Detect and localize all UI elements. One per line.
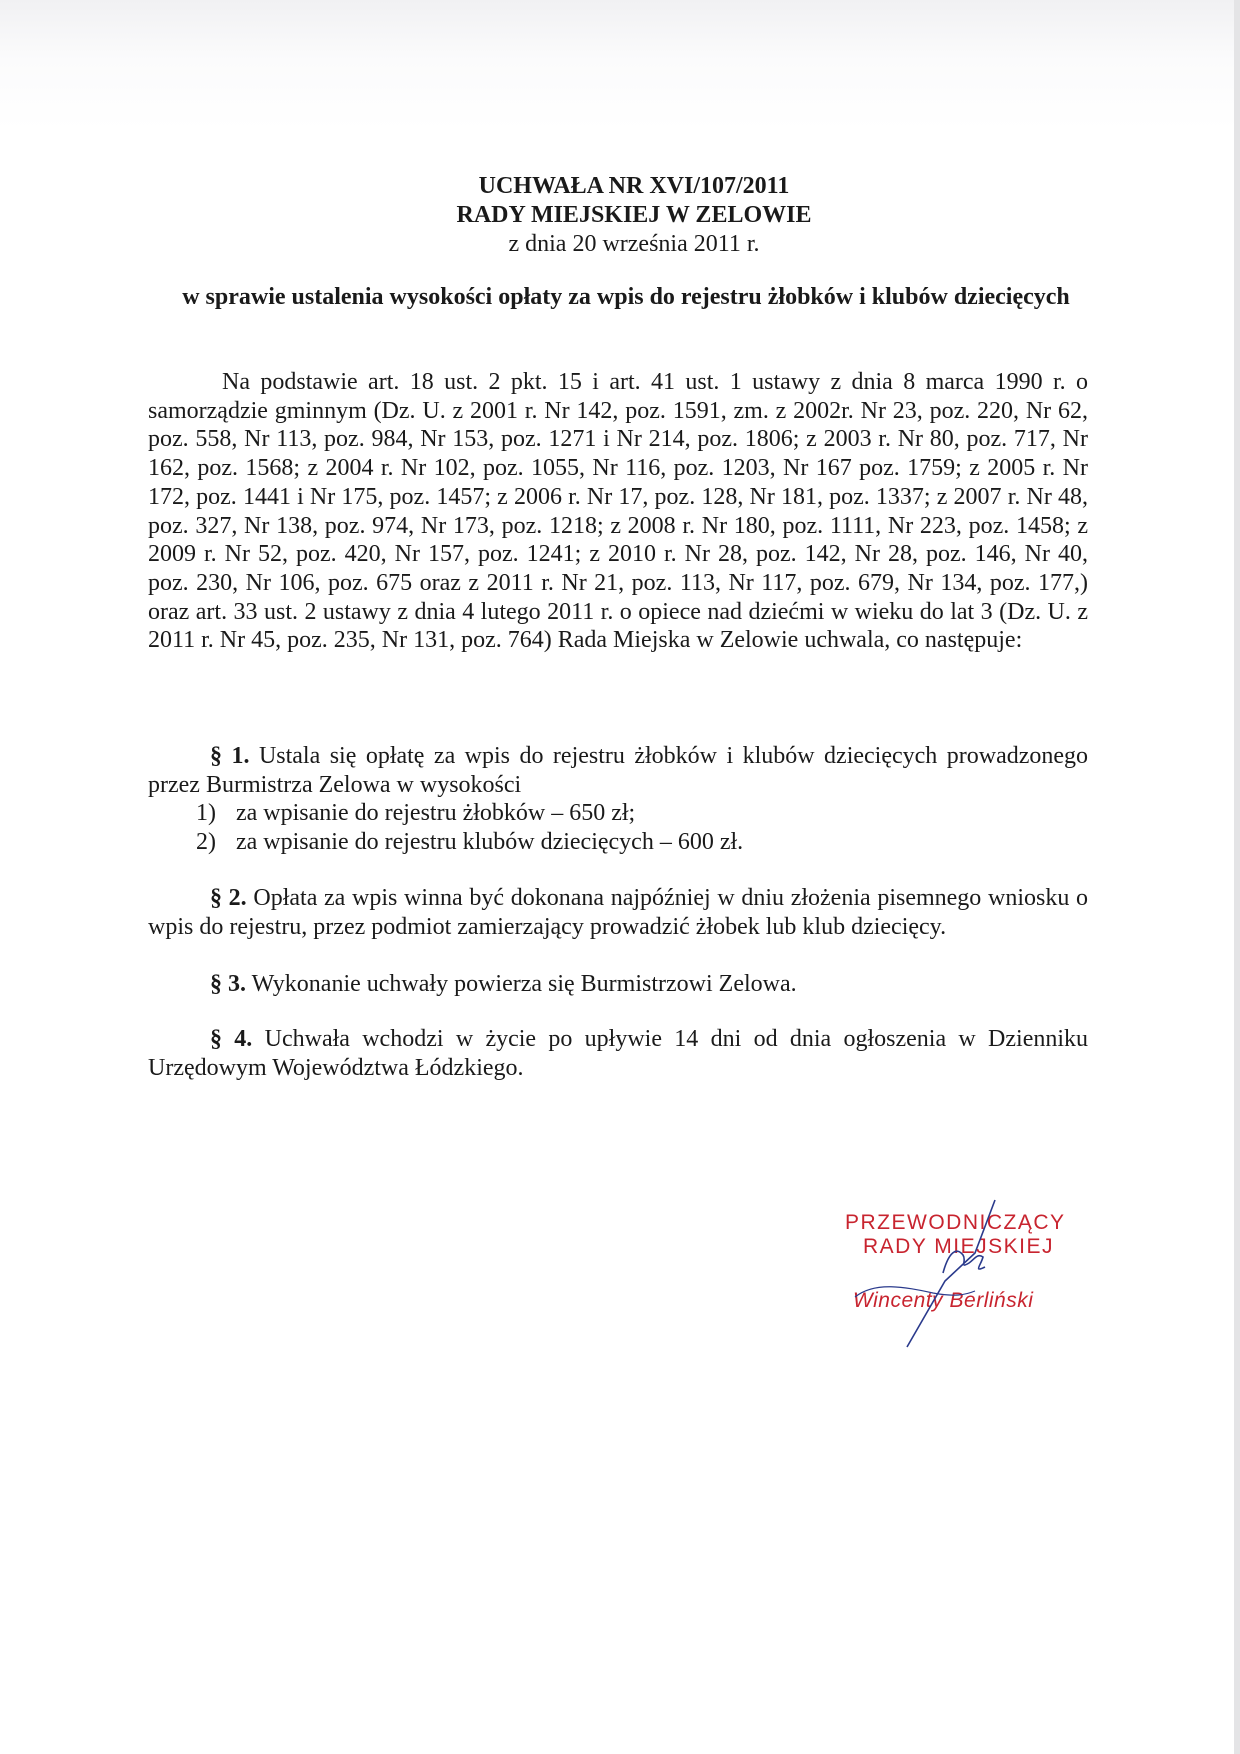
section-4-text: Uchwała wchodzi w życie po upływie 14 dni od dnia ogłoszenia w Dzienniku Urzędowym Województwa Łódzkiego. <box>148 1026 1089 1081</box>
list-item-number: 2) <box>196 828 216 855</box>
fee-list <box>196 799 743 856</box>
section-3-text: Wykonanie uchwały powierza się Burmistrzowi Zelowa. <box>251 971 797 997</box>
section-3 <box>148 970 1088 999</box>
section-2-mark: § 2. <box>210 885 247 911</box>
stamp-line-2: RADY MIEJSKIEJ <box>863 1235 1054 1258</box>
section-1-text: Ustala się opłatę za wpis do rejestru żłobków i klubów dziecięcych prowadzonego przez Burmistrza Zelowa w wysokości <box>148 743 1089 798</box>
stamp-graphic <box>845 1195 1085 1370</box>
section-2-text: Opłata za wpis winna być dokonana najpóźniej w dniu złożenia pisemnego wniosku o wpis do rejestru, przez podmiot zamierzający prowadzić żłobek lub klub dziecięcy. <box>148 885 1089 940</box>
list-item <box>196 828 743 857</box>
resolution-date: z dnia 20 września 2011 r. <box>508 231 760 257</box>
resolution-subject: w sprawie ustalenia wysokości opłaty za wpis do rejestru żłobków i klubów dziecięcych <box>182 284 1070 310</box>
section-4 <box>148 1025 1088 1082</box>
section-2 <box>148 884 1088 941</box>
document-header <box>0 172 1240 259</box>
list-item-number: 1) <box>196 800 216 826</box>
list-item-text: za wpisanie do rejestru klubów dziecięcych – 600 zł. <box>236 828 744 855</box>
section-1-mark: § 1. <box>210 743 250 769</box>
section-3-mark: § 3. <box>210 971 246 997</box>
stamp-name: Wincenty Berliński <box>853 1289 1034 1312</box>
section-4-mark: § 4. <box>210 1026 253 1052</box>
council-name: RADY MIEJSKIEJ W ZELOWIE <box>456 202 812 228</box>
list-item-text: za wpisanie do rejestru żłobków – 650 zł; <box>236 800 636 826</box>
chairman-stamp <box>845 1195 1085 1370</box>
section-1 <box>148 742 1088 799</box>
scan-edge <box>1234 0 1240 1754</box>
resolution-title: UCHWAŁA NR XVI/107/2011 <box>478 173 790 199</box>
list-item <box>196 799 743 828</box>
legal-basis-preamble: Na podstawie art. 18 ust. 2 pkt. 15 i art. 41 ust. 1 ustawy z dnia 8 marca 1990 r. o samorządzie gminnym (Dz. U. z 2001 r. Nr 142, poz. 1591, zm. z 2002r. Nr 23, poz. 220, Nr 62, poz. 558, Nr 113, poz. 984, Nr 153, poz. 1271 i Nr 214, poz. 1806; z 2003 r. Nr 80, poz. 717, Nr 162, poz. 1568; z 2004 r. Nr 102, poz. 1055, Nr 116, poz. 1203, Nr 167 poz. 1759; z 2005 r. Nr 172, poz. 1441 i Nr 175, poz. 1457; z 2006 r. Nr 17, poz. 128, Nr 181, poz. 1337; z 2007 r. Nr 48, poz. 327, Nr 138, poz. 974, Nr 173, poz. 1218; z 2008 r. Nr 180, poz. 1111, Nr 223, poz. 1458; z 2009 r. Nr 52, poz. 420, Nr 157, poz. 1241; z 2010 r. Nr 28, poz. 142, Nr 28, poz. 146, Nr 40, poz. 230, Nr 106, poz. 675 oraz z 2011 r. Nr 21, poz. 113, Nr 117, poz. 679, Nr 134, poz. 177,) oraz art. 33 ust. 2 ustawy z dnia 4 lutego 2011 r. o opiece nad dziećmi w wieku do lat 3 (Dz. U. z 2011 r. Nr 45, poz. 235, Nr 131, poz. 764) Rada Miejska w Zelowie uchwala, co następuje: <box>148 369 1088 654</box>
stamp-line-1: PRZEWODNICZĄCY <box>845 1211 1066 1234</box>
